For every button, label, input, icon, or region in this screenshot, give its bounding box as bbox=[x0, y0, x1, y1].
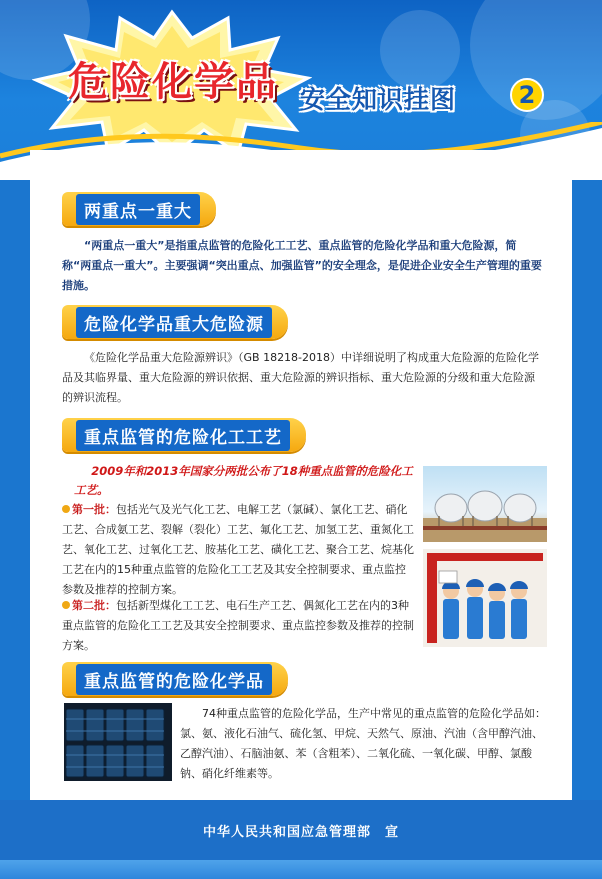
issue-number-badge: 2 bbox=[510, 78, 544, 112]
announcement-note: 2009年和2013年国家分两批公布了18种重点监管的危险化工工艺。 bbox=[74, 464, 413, 497]
section-body-text: “两重点一重大”是指重点监管的危险化工工艺、重点监管的危险化学品和重大危险源，简称“两重点一重大”。主要强调“突出重点、加强监管”的安全理念，是促进企业安全生产管理的重要措施。 bbox=[62, 239, 542, 292]
batch-one-paragraph bbox=[62, 500, 416, 600]
section-heading-tag bbox=[62, 305, 288, 339]
section-heading: 两重点一重大 bbox=[76, 194, 200, 225]
barrels-illustration bbox=[64, 703, 172, 781]
storage-tanks-illustration bbox=[423, 466, 547, 542]
footer-bar bbox=[0, 800, 602, 860]
batch-one-label: 第一批： bbox=[72, 503, 116, 516]
section-heading-tag bbox=[62, 192, 216, 226]
sub-title: 安全知识挂图 bbox=[300, 85, 457, 114]
section-heading: 重点监管的危险化学品 bbox=[76, 664, 272, 695]
workers-illustration bbox=[423, 549, 547, 647]
batch-two-text: 包括新型煤化工工艺、电石生产工艺、偶氮化工艺在内的3种重点监管的危险化工工艺及其安全控制要求、重点监控参数及推荐的控制方案。 bbox=[62, 599, 414, 652]
batch-two-label: 第二批： bbox=[72, 599, 116, 612]
workers-cartoon-image bbox=[423, 549, 547, 647]
section-body-text: 74种重点监管的危险化学品，生产中常见的重点监管的危险化学品如：氯、氨、液化石油气、硫化氢、甲烷、天然气、原油、汽油（含甲醇汽油、乙醇汽油）、石脑油氨、苯（含粗苯）、二氧化硫、一氧化碳、甲醇、氯酸钠、硝化纤维素等。 bbox=[180, 707, 546, 780]
issuer-text: 中华人民共和国应急管理部 宣 bbox=[202, 824, 399, 840]
batch-two-paragraph bbox=[62, 596, 416, 656]
batch-one-text: 包括光气及光气化工艺、电解工艺（氯碱）、氯化工艺、硝化工艺、合成氨工艺、裂解（裂化）工艺、氟化工艺、加氢工艺、重氮化工艺、氧化工艺、过氧化工艺、胺基化工艺、磺化工艺、聚合工艺、烷基化工艺在内的15种重点监管的危险化工工艺及其安全控制要求、重点监控参数及推荐的控制方案。 bbox=[62, 503, 414, 596]
section-heading-tag bbox=[62, 418, 306, 452]
storage-tanks-image bbox=[423, 466, 547, 542]
section-body-text: 《危险化学品重大危险源辨识》（GB 18218-2018）中详细说明了构成重大危险源的危险化学品及其临界量、重大危险源的辨识依据、重大危险源的辨识指标、重大危险源的分级和重大危险源的辨识流程。 bbox=[62, 351, 540, 404]
bottom-strip bbox=[0, 860, 602, 879]
main-title: 危险化学品 bbox=[68, 59, 278, 105]
section-heading: 重点监管的危险化工工艺 bbox=[76, 420, 290, 451]
decorative-flower bbox=[380, 10, 460, 90]
bullet-icon bbox=[62, 505, 70, 513]
bullet-icon bbox=[62, 601, 70, 609]
section-heading: 危险化学品重大危险源 bbox=[76, 307, 272, 338]
chemical-barrels-image bbox=[64, 703, 172, 781]
section-heading-tag bbox=[62, 662, 288, 696]
